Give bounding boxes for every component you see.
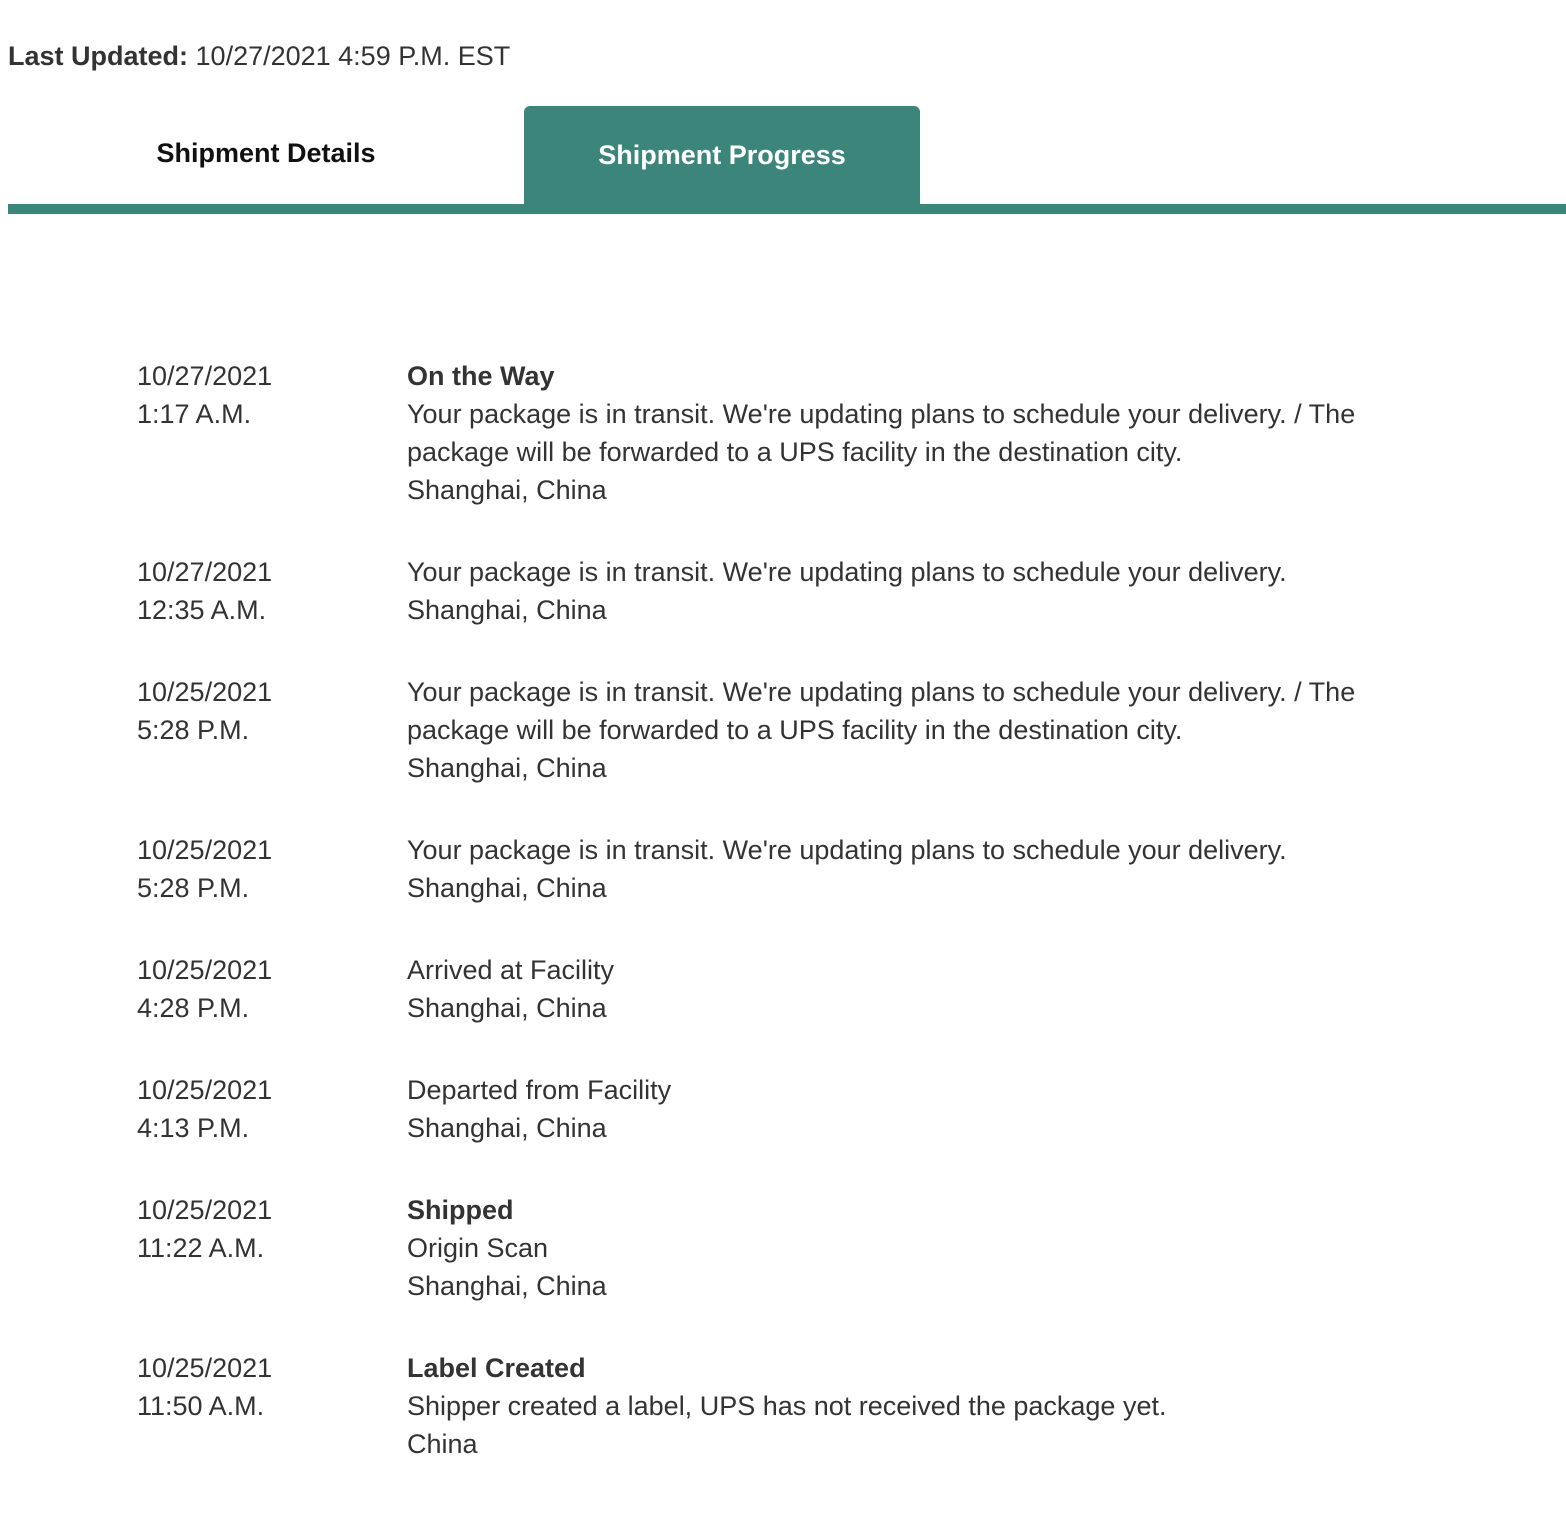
event-datetime xyxy=(137,673,407,787)
last-updated-label: Last Updated: xyxy=(8,41,189,71)
event-detail xyxy=(407,673,1397,787)
event-date: 10/27/2021 xyxy=(137,361,273,391)
event-date: 10/25/2021 xyxy=(137,835,273,865)
event-detail xyxy=(407,553,1397,629)
progress-event xyxy=(137,673,1537,787)
event-location: Shanghai, China xyxy=(407,873,607,903)
event-location: China xyxy=(407,1429,478,1459)
event-time: 11:22 A.M. xyxy=(137,1233,265,1263)
tab-shipment-details[interactable] xyxy=(8,106,524,204)
event-location: Shanghai, China xyxy=(407,753,607,783)
progress-event xyxy=(137,1191,1537,1305)
event-description: Your package is in transit. We're updating plans to schedule your delivery. xyxy=(407,835,1287,865)
event-date: 10/25/2021 xyxy=(137,1075,273,1105)
progress-event xyxy=(137,831,1537,907)
event-location: Shanghai, China xyxy=(407,993,607,1023)
event-location: Shanghai, China xyxy=(407,475,607,505)
event-description: Your package is in transit. We're updating plans to schedule your delivery. xyxy=(407,557,1287,587)
event-detail xyxy=(407,951,1397,1027)
event-datetime xyxy=(137,831,407,907)
event-time: 4:13 P.M. xyxy=(137,1113,250,1143)
progress-event xyxy=(137,1071,1537,1147)
progress-event xyxy=(137,951,1537,1027)
event-location: Shanghai, China xyxy=(407,1113,607,1143)
event-detail xyxy=(407,357,1397,509)
event-location: Shanghai, China xyxy=(407,1271,607,1301)
last-updated-value: 10/27/2021 4:59 P.M. EST xyxy=(195,41,511,71)
last-updated xyxy=(8,38,510,74)
event-description: Shipper created a label, UPS has not received the package yet. xyxy=(407,1391,1167,1421)
event-time: 5:28 P.M. xyxy=(137,715,250,745)
event-description: Departed from Facility xyxy=(407,1075,672,1105)
event-location: Shanghai, China xyxy=(407,595,607,625)
event-detail xyxy=(407,1349,1397,1463)
event-date: 10/25/2021 xyxy=(137,1353,273,1383)
event-datetime xyxy=(137,1191,407,1305)
tab-shipment-progress-label: Shipment Progress xyxy=(598,139,846,170)
event-datetime xyxy=(137,1071,407,1147)
event-time: 4:28 P.M. xyxy=(137,993,250,1023)
event-status: Label Created xyxy=(407,1353,586,1383)
event-description: Origin Scan xyxy=(407,1233,549,1263)
event-time: 12:35 A.M. xyxy=(137,595,267,625)
shipment-progress-list xyxy=(137,357,1537,1507)
event-date: 10/25/2021 xyxy=(137,955,273,985)
event-detail xyxy=(407,831,1397,907)
event-datetime xyxy=(137,553,407,629)
event-description: Arrived at Facility xyxy=(407,955,615,985)
event-detail xyxy=(407,1071,1397,1147)
event-datetime xyxy=(137,951,407,1027)
event-time: 11:50 A.M. xyxy=(137,1391,265,1421)
progress-event xyxy=(137,1349,1537,1463)
progress-event xyxy=(137,553,1537,629)
event-status: Shipped xyxy=(407,1195,514,1225)
event-datetime xyxy=(137,357,407,509)
tab-underline xyxy=(8,204,1566,214)
event-date: 10/25/2021 xyxy=(137,1195,273,1225)
progress-event xyxy=(137,357,1537,509)
event-date: 10/27/2021 xyxy=(137,557,273,587)
event-status: On the Way xyxy=(407,361,555,391)
tab-shipment-details-label: Shipment Details xyxy=(156,137,376,168)
event-time: 5:28 P.M. xyxy=(137,873,250,903)
event-date: 10/25/2021 xyxy=(137,677,273,707)
event-description: Your package is in transit. We're updating plans to schedule your delivery. / The package will be forwarded to a UPS facility in the destination city. xyxy=(407,399,1356,467)
tab-bar xyxy=(8,106,1566,214)
event-time: 1:17 A.M. xyxy=(137,399,252,429)
event-detail xyxy=(407,1191,1397,1305)
event-datetime xyxy=(137,1349,407,1463)
tab-shipment-progress[interactable] xyxy=(524,106,920,204)
event-description: Your package is in transit. We're updating plans to schedule your delivery. / The package will be forwarded to a UPS facility in the destination city. xyxy=(407,677,1356,745)
